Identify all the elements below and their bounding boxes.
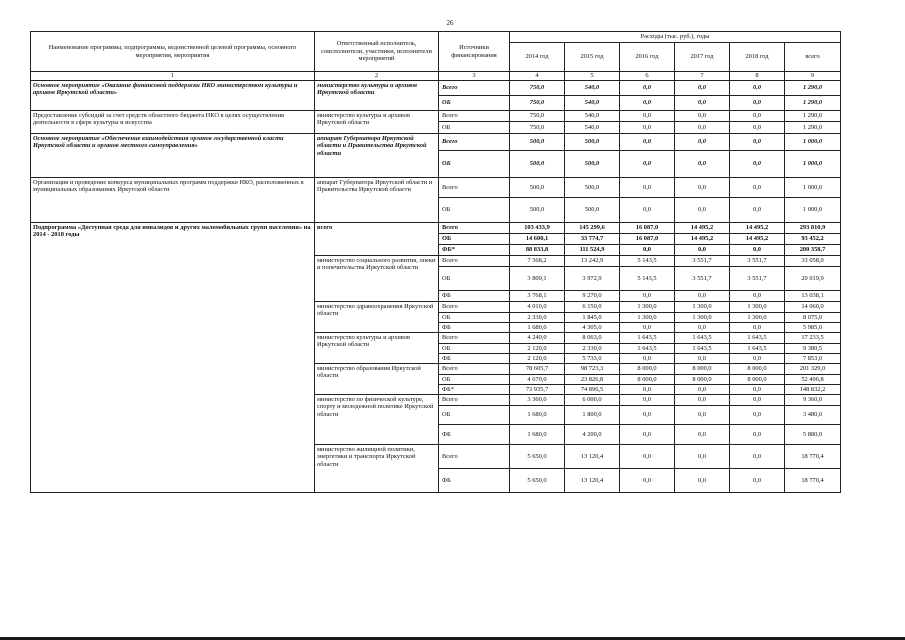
value-cell: 0,0	[675, 178, 730, 198]
value-cell: 1 680,0	[510, 323, 565, 333]
value-cell: 500,0	[510, 151, 565, 178]
value-cell: 2 120,0	[510, 354, 565, 364]
value-cell: 500,0	[565, 198, 620, 223]
value-cell: 8 000,0	[620, 375, 675, 385]
value-cell: 750,0	[510, 96, 565, 111]
total-cell: 33 058,0	[785, 256, 841, 267]
value-cell: 88 833,8	[510, 245, 565, 256]
column-index: 2	[315, 72, 439, 81]
ministry-name: министерство жилищной политики, энергетики и транспорта Иркутской области	[315, 445, 439, 493]
value-cell: 0,0	[730, 81, 785, 96]
value-cell: 0,0	[675, 111, 730, 122]
value-cell: 3 551,7	[730, 267, 785, 291]
value-cell: 0,0	[675, 291, 730, 302]
ministry-name: министерство образования Иркутской области	[315, 364, 439, 395]
funding-source: ОБ	[439, 122, 510, 134]
value-cell: 0,0	[620, 111, 675, 122]
value-cell: 78 605,7	[510, 364, 565, 375]
value-cell: 8 000,0	[675, 364, 730, 375]
value-cell: 1 643,5	[730, 333, 785, 344]
value-cell: 0,0	[620, 122, 675, 134]
value-cell: 5 143,5	[620, 267, 675, 291]
total-cell: 93 452,2	[785, 234, 841, 245]
value-cell: 5 733,0	[565, 354, 620, 364]
value-cell: 0,0	[730, 445, 785, 469]
value-cell: 750,0	[510, 81, 565, 96]
value-cell: 8 000,0	[730, 375, 785, 385]
value-cell: 0,0	[730, 134, 785, 151]
funding-source: ФБ*	[439, 385, 510, 395]
value-cell: 0,0	[675, 151, 730, 178]
total-cell: 1 290,0	[785, 81, 841, 96]
total-cell: 20 019,9	[785, 267, 841, 291]
value-cell: 0,0	[620, 425, 675, 445]
value-cell: 0,0	[730, 469, 785, 493]
total-cell: 14 060,0	[785, 302, 841, 313]
value-cell: 2 120,0	[510, 344, 565, 354]
header-source-column: Источники финансирования	[439, 32, 510, 72]
value-cell: 4 670,0	[510, 375, 565, 385]
value-cell: 1 300,0	[620, 313, 675, 323]
value-cell: 0,0	[730, 395, 785, 406]
value-cell: 8 000,0	[620, 364, 675, 375]
total-cell: 1 000,0	[785, 151, 841, 178]
value-cell: 3 551,7	[730, 256, 785, 267]
value-cell: 0,0	[730, 198, 785, 223]
value-cell: 0,0	[730, 425, 785, 445]
value-cell: 13 120,4	[565, 445, 620, 469]
table-row	[31, 223, 841, 234]
column-index: 8	[730, 72, 785, 81]
value-cell: 4 305,0	[565, 323, 620, 333]
funding-source: ОБ	[439, 234, 510, 245]
total-cell: 18 770,4	[785, 469, 841, 493]
value-cell: 0,0	[730, 354, 785, 364]
total-cell: 1 290,0	[785, 111, 841, 122]
header-year: 2018 год	[730, 43, 785, 72]
row-executor: всего	[315, 223, 439, 256]
value-cell: 500,0	[565, 134, 620, 151]
value-cell: 98 723,3	[565, 364, 620, 375]
value-cell: 500,0	[510, 134, 565, 151]
value-cell: 0,0	[620, 385, 675, 395]
value-cell: 500,0	[565, 151, 620, 178]
value-cell: 1 845,0	[565, 313, 620, 323]
value-cell: 1 680,0	[510, 425, 565, 445]
value-cell: 0,0	[675, 406, 730, 425]
value-cell: 0,0	[675, 198, 730, 223]
total-cell: 17 233,5	[785, 333, 841, 344]
total-cell: 5 985,0	[785, 323, 841, 333]
value-cell: 14 495,2	[730, 234, 785, 245]
header-total: всего	[785, 43, 841, 72]
value-cell: 16 087,0	[620, 234, 675, 245]
value-cell: 145 299,6	[565, 223, 620, 234]
funding-source: ОБ	[439, 198, 510, 223]
funding-source: ФБ	[439, 354, 510, 364]
value-cell: 2 330,0	[565, 344, 620, 354]
value-cell: 6 000,0	[565, 395, 620, 406]
total-cell: 13 038,1	[785, 291, 841, 302]
total-cell: 3 480,0	[785, 406, 841, 425]
value-cell: 0,0	[675, 395, 730, 406]
value-cell: 6 150,0	[565, 302, 620, 313]
value-cell: 750,0	[510, 111, 565, 122]
header-year: 2014 год	[510, 43, 565, 72]
value-cell: 0,0	[730, 406, 785, 425]
value-cell: 1 643,5	[620, 344, 675, 354]
value-cell: 0,0	[620, 291, 675, 302]
value-cell: 3 360,0	[510, 395, 565, 406]
value-cell: 23 826,8	[565, 375, 620, 385]
row-name: Основное мероприятие «Оказание финансовой поддержки НКО министерством культуры и архивов Иркутской области»	[31, 81, 315, 111]
funding-source: ОБ	[439, 406, 510, 425]
value-cell: 1 300,0	[620, 302, 675, 313]
funding-source: ФБ*	[439, 245, 510, 256]
value-cell: 3 972,9	[565, 267, 620, 291]
value-cell: 103 433,9	[510, 223, 565, 234]
total-cell: 1 000,0	[785, 134, 841, 151]
value-cell: 1 643,5	[675, 344, 730, 354]
value-cell: 33 774,7	[565, 234, 620, 245]
value-cell: 0,0	[675, 385, 730, 395]
header-expenses: Расходы (тыс. руб.), годы	[510, 32, 841, 43]
value-cell: 0,0	[620, 354, 675, 364]
funding-source: ОБ	[439, 344, 510, 354]
value-cell: 0,0	[730, 178, 785, 198]
value-cell: 14 495,2	[730, 223, 785, 234]
budget-table	[30, 31, 841, 493]
total-cell: 18 770,4	[785, 445, 841, 469]
value-cell: 3 800,1	[510, 267, 565, 291]
row-executor: аппарат Губернатора Иркутской области и Правительства Иркутской области	[315, 134, 439, 178]
value-cell: 0,0	[730, 291, 785, 302]
funding-source: Всего	[439, 178, 510, 198]
value-cell: 13 120,4	[565, 469, 620, 493]
value-cell: 0,0	[675, 134, 730, 151]
funding-source: Всего	[439, 445, 510, 469]
value-cell: 4 200,0	[565, 425, 620, 445]
funding-source: Всего	[439, 134, 510, 151]
column-index: 3	[439, 72, 510, 81]
header-year: 2016 год	[620, 43, 675, 72]
total-cell: 1 000,0	[785, 178, 841, 198]
value-cell: 0,0	[620, 151, 675, 178]
total-cell: 1 000,0	[785, 198, 841, 223]
page-number: 26	[446, 19, 454, 27]
value-cell: 0,0	[675, 122, 730, 134]
row-name: Предоставление субсидий за счет средств областного бюджета НКО в целях осуществления деятельности в сфере культуры и искусства	[31, 111, 315, 134]
table-row	[31, 81, 841, 96]
value-cell: 0,0	[675, 469, 730, 493]
header-year: 2015 год	[565, 43, 620, 72]
column-index: 9	[785, 72, 841, 81]
row-name: Организация и проведение конкурса муниципальных программ поддержки НКО, расположенных в муниципальных образованиях Иркутской области	[31, 178, 315, 223]
value-cell: 0,0	[620, 445, 675, 469]
row-executor: аппарат Губернатора Иркутской области и Правительства Иркутской области	[315, 178, 439, 223]
value-cell: 0,0	[620, 96, 675, 111]
value-cell: 2 330,0	[510, 313, 565, 323]
value-cell: 1 680,0	[510, 406, 565, 425]
total-cell: 201 329,0	[785, 364, 841, 375]
funding-source: ОБ	[439, 96, 510, 111]
total-cell: 9 360,0	[785, 395, 841, 406]
value-cell: 1 300,0	[730, 302, 785, 313]
value-cell: 9 270,0	[565, 291, 620, 302]
value-cell: 0,0	[620, 81, 675, 96]
funding-source: ОБ	[439, 313, 510, 323]
ministry-name: министерство культуры и архивов Иркутской области	[315, 333, 439, 364]
value-cell: 0,0	[730, 385, 785, 395]
value-cell: 0,0	[675, 323, 730, 333]
table-row	[31, 134, 841, 151]
column-index: 1	[31, 72, 315, 81]
funding-source: ФБ	[439, 291, 510, 302]
column-index: 7	[675, 72, 730, 81]
header-year: 2017 год	[675, 43, 730, 72]
total-cell: 148 832,2	[785, 385, 841, 395]
table-body	[31, 81, 841, 493]
total-cell: 200 358,7	[785, 245, 841, 256]
value-cell: 500,0	[565, 178, 620, 198]
value-cell: 0,0	[620, 198, 675, 223]
value-cell: 7 568,2	[510, 256, 565, 267]
value-cell: 500,0	[510, 178, 565, 198]
value-cell: 1 643,5	[620, 333, 675, 344]
value-cell: 3 551,7	[675, 256, 730, 267]
value-cell: 0,0	[675, 81, 730, 96]
funding-source: ОБ	[439, 375, 510, 385]
value-cell: 8 000,0	[675, 375, 730, 385]
column-index: 5	[565, 72, 620, 81]
total-cell: 8 075,0	[785, 313, 841, 323]
value-cell: 0,0	[730, 96, 785, 111]
value-cell: 13 242,9	[565, 256, 620, 267]
total-cell: 7 853,0	[785, 354, 841, 364]
value-cell: 0,0	[730, 111, 785, 122]
value-cell: 3 768,1	[510, 291, 565, 302]
value-cell: 1 643,5	[675, 333, 730, 344]
subprogram-name: Подпрограмма «Доступная среда для инвалидов и других маломобильных групп населения» на 2014 - 2018 годы	[31, 223, 315, 493]
value-cell: 14 495,2	[675, 223, 730, 234]
value-cell: 0,0	[675, 445, 730, 469]
value-cell: 1 643,5	[730, 344, 785, 354]
value-cell: 8 000,0	[730, 364, 785, 375]
funding-source: ФБ	[439, 425, 510, 445]
value-cell: 0,0	[620, 245, 675, 256]
value-cell: 5 143,5	[620, 256, 675, 267]
row-executor: министерство культуры и архивов Иркутской области	[315, 111, 439, 134]
value-cell: 0,0	[620, 178, 675, 198]
value-cell: 0,0	[675, 354, 730, 364]
value-cell: 4 240,0	[510, 333, 565, 344]
value-cell: 74 896,5	[565, 385, 620, 395]
value-cell: 1 300,0	[675, 313, 730, 323]
column-index: 6	[620, 72, 675, 81]
value-cell: 16 087,0	[620, 223, 675, 234]
value-cell: 0,0	[675, 425, 730, 445]
ministry-name: министерство здравоохранения Иркутской области	[315, 302, 439, 333]
value-cell: 540,0	[565, 122, 620, 134]
funding-source: ФБ	[439, 469, 510, 493]
value-cell: 1 800,0	[565, 406, 620, 425]
value-cell: 500,0	[510, 198, 565, 223]
funding-source: ОБ	[439, 151, 510, 178]
total-cell: 9 380,5	[785, 344, 841, 354]
value-cell: 540,0	[565, 96, 620, 111]
column-index: 4	[510, 72, 565, 81]
value-cell: 5 650,0	[510, 469, 565, 493]
value-cell: 0,0	[620, 323, 675, 333]
total-cell: 5 880,0	[785, 425, 841, 445]
value-cell: 0,0	[675, 96, 730, 111]
value-cell: 0,0	[730, 151, 785, 178]
funding-source: Всего	[439, 256, 510, 267]
value-cell: 0,0	[620, 134, 675, 151]
funding-source: ОБ	[439, 267, 510, 291]
table-row	[31, 111, 841, 122]
value-cell: 0,0	[620, 406, 675, 425]
funding-source: Всего	[439, 81, 510, 96]
value-cell: 1 300,0	[675, 302, 730, 313]
value-cell: 0,0	[730, 245, 785, 256]
value-cell: 4 010,0	[510, 302, 565, 313]
table-row	[31, 178, 841, 198]
value-cell: 0,0	[620, 469, 675, 493]
value-cell: 14 495,2	[675, 234, 730, 245]
funding-source: Всего	[439, 364, 510, 375]
total-cell: 293 810,9	[785, 223, 841, 234]
ministry-name: министерство по физической культуре, спорту и молодежной политике Иркутской области	[315, 395, 439, 445]
value-cell: 1 300,0	[730, 313, 785, 323]
header-name-column: Наименование программы, подпрограммы, ведомственной целевой программы, основного мероприятия, мероприятия	[31, 32, 315, 72]
value-cell: 0,0	[730, 122, 785, 134]
value-cell: 3 551,7	[675, 267, 730, 291]
row-name: Основное мероприятие «Обеспечение взаимодействия органов государственной власти Иркутской области и органов местного самоуправления»	[31, 134, 315, 178]
value-cell: 14 600,1	[510, 234, 565, 245]
total-cell: 1 290,0	[785, 96, 841, 111]
total-cell: 1 290,0	[785, 122, 841, 134]
value-cell: 540,0	[565, 81, 620, 96]
funding-source: Всего	[439, 111, 510, 122]
value-cell: 8 063,0	[565, 333, 620, 344]
funding-source: Всего	[439, 333, 510, 344]
value-cell: 540,0	[565, 111, 620, 122]
header-executor-column: Ответственный исполнитель, соисполнители, участники, исполнители мероприятий	[315, 32, 439, 72]
funding-source: ФБ	[439, 323, 510, 333]
total-cell: 52 496,8	[785, 375, 841, 385]
funding-source: Всего	[439, 302, 510, 313]
value-cell: 73 935,7	[510, 385, 565, 395]
funding-source: Всего	[439, 395, 510, 406]
value-cell: 0,0	[730, 323, 785, 333]
row-executor: министерство культуры и архивов Иркутской области	[315, 81, 439, 111]
funding-source: Всего	[439, 223, 510, 234]
ministry-name: министерство социального развития, опеки и попечительства Иркутской области	[315, 256, 439, 302]
value-cell: 0,0	[675, 245, 730, 256]
value-cell: 111 524,9	[565, 245, 620, 256]
value-cell: 750,0	[510, 122, 565, 134]
value-cell: 5 650,0	[510, 445, 565, 469]
value-cell: 0,0	[620, 395, 675, 406]
